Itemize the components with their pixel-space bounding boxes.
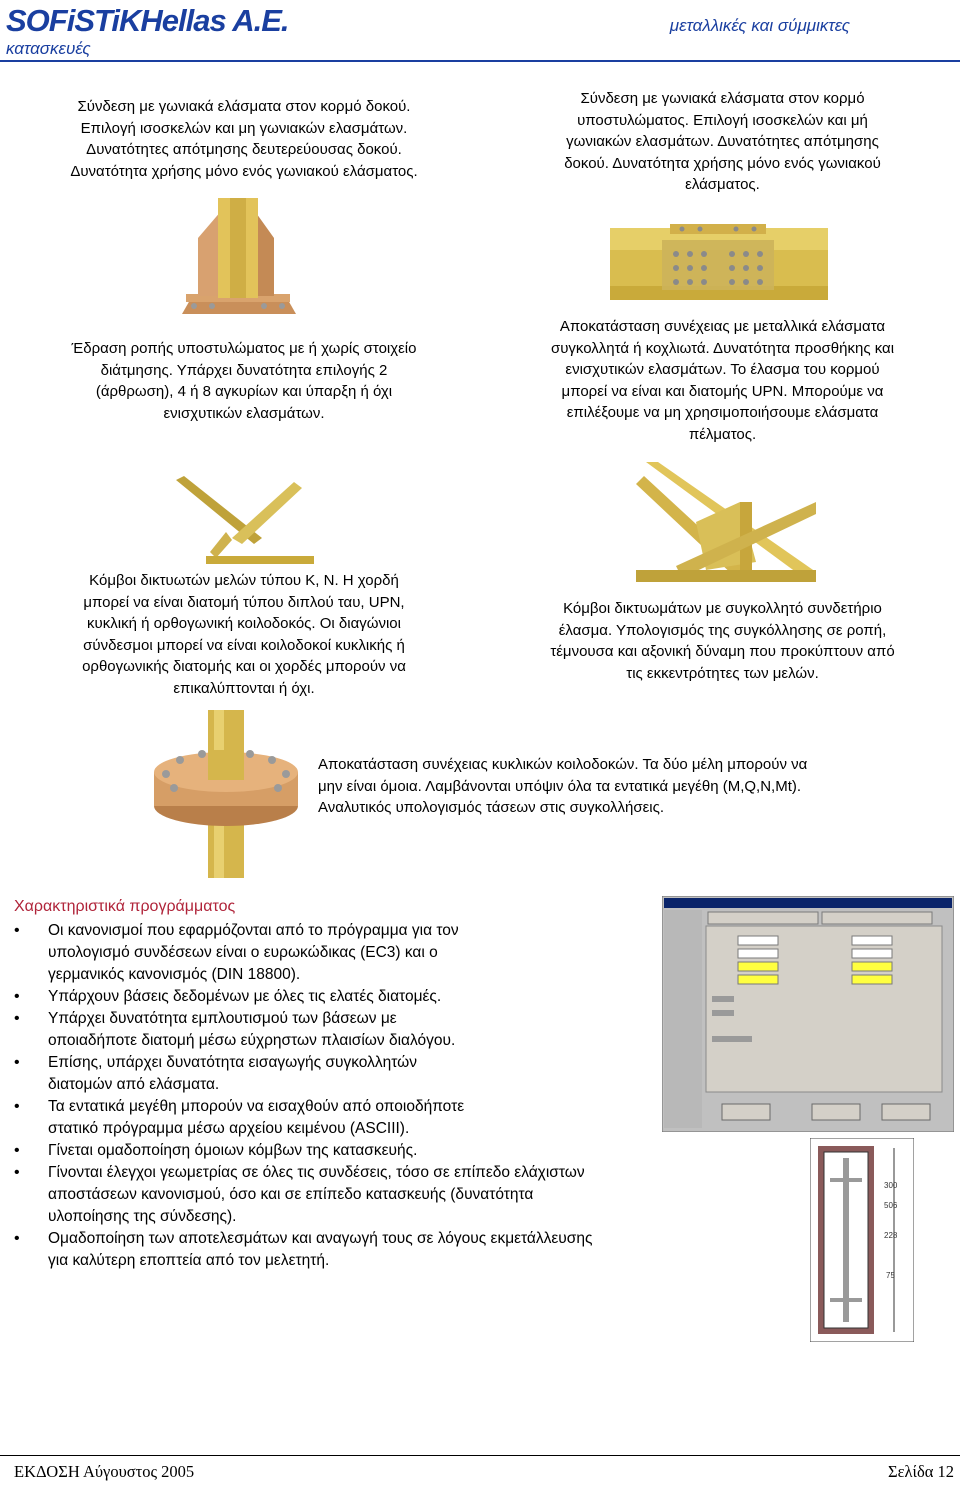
text-block-7: Αποκατάσταση συνέχειας κυκλικών κοιλοδοκών. Τα δύο μέλη μπορούν να μην είναι όμοια. Λαμβάνονται υπόψιν όλα τα εντατικά μεγέθη (M,Q,N,Mt). Αναλυτικός υπολογισμός τάσεων στις συγκολλήσεις. — [318, 756, 808, 816]
dimension-label: 75 — [886, 1271, 895, 1280]
feature-item: • Υπάρχουν βάσεις δεδομένων με όλες τις ελατές διατομές. — [14, 986, 592, 1008]
feature-item: • Επίσης, υπάρχει δυνατότητα εισαγωγής συγκολλητών διατομών από ελάσματα. — [14, 1052, 592, 1096]
truss-gusset-image — [636, 462, 816, 582]
feature-item: • Οι κανονισμοί που εφαρμόζονται από το πρόγραμμα για τον υπολογισμό συνδέσεων είναι ο ευρωκώδικας (EC3) και ο γερμανικός κανονισμός (DIN 18800). — [14, 920, 592, 986]
feature-item: • Υπάρχει δυνατότητα εμπλουτισμού των βάσεων με οποιαδήποτε διατομή μέσω εύχρηστων πλαισίων διαλόγου. — [14, 1008, 592, 1052]
header-rule — [0, 60, 960, 62]
header-left-caption: κατασκευές — [6, 39, 91, 58]
text-block-1: Σύνδεση με γωνιακά ελάσματα στον κορμό δοκού. Επιλογή ισοσκελών και μη γωνιακών ελασμάτων. Δυνατότητες απότμησης δευτερεύουσας δοκού. Δυνατότητα χρήσης μόνο ενός γωνιακού ελάσματος. — [70, 98, 418, 180]
sofistik-logo — [6, 4, 289, 38]
plate-detail-drawing — [810, 1138, 914, 1342]
feature-item: • Γίνεται ομαδοποίηση όμοιων κόμβων της κατασκευής. — [14, 1140, 592, 1162]
program-dialog-screenshot — [662, 896, 954, 1132]
tube-flange-image — [152, 710, 300, 878]
beam-splice-image — [610, 210, 828, 306]
truss-k-node-image — [176, 474, 314, 564]
features-list — [14, 920, 592, 1272]
feature-item: • Γίνονται έλεγχοι γεωμετρίας σε όλες τις συνδέσεις, τόσο σε επίπεδο ελάχιστων αποστάσεων κανονισμού, όσο και σε επίπεδο κατασκευής (δυνατότητα υλοποίησης της σύνδεσης). — [14, 1162, 592, 1228]
feature-item: • Ομαδοποίηση των αποτελεσμάτων και αναγωγή τους σε λόγους εκμετάλλευσης για καλύτερη εποπτεία από τον μελετητή. — [14, 1228, 592, 1272]
logo-sub: Hellas A.E. — [140, 3, 289, 38]
footer-rule — [0, 1455, 960, 1456]
dimension-label: 228 — [884, 1231, 898, 1240]
text-block-5: Κόμβοι δικτυωτών μελών τύπου K, N. Η χορδή μπορεί να είναι διατομή τύπου διπλού ταυ, UPN, κυκλική ή ορθογωνική κοιλοδοκός. Οι διαγώνιοι σύνδεσμοι μπορεί να είναι κοιλοδοκοί κυκλικής ή ορθογωνικής διατομής και οι χορδές μπορούν να επικαλύπτονται ή όχι. — [82, 572, 406, 697]
text-block-3: Έδραση ροπής υποστυλώματος με ή χωρίς στοιχείο διάτμησης. Υπάρχει δυνατότητα επιλογής 2 (άρθρωση), 4 ή 8 αγκυρίων και ύπαρξη ή όχι ενισχυτικών ελασμάτων. — [71, 340, 417, 422]
text-block-2: Σύνδεση με γωνιακά ελάσματα στον κορμό υποστυλώματος. Επιλογή ισοσκελών και μή γωνιακών ελασμάτων. Δυνατότητες απότμησης δοκού. Δυνατότητα χρήσης μόνο ενός γωνιακού ελάσματος. — [564, 90, 881, 193]
column-base-image — [178, 198, 298, 318]
dimension-label: 506 — [884, 1201, 898, 1210]
dimension-label: 300 — [884, 1181, 898, 1190]
text-block-4: Αποκατάσταση συνέχειας με μεταλλικά ελάσματα συγκολλητά ή κοχλιωτά. Δυνατότητα προσθήκης και ενισχυτικών ελασμάτων. Το έλασμα του κορμού μπορεί να είναι και διατομής UPN. Μπορούμε να επιλέξουμε να μη χρησιμοποιήσουμε ελάσματα πέλματος. — [550, 318, 895, 443]
feature-item: • Τα εντατικά μεγέθη μπορούν να εισαχθούν από οποιοδήποτε στατικό πρόγραμμα μέσω αρχείου κειμένου (ASCIII). — [14, 1096, 592, 1140]
footer-page-number: Σελίδα 12 — [887, 1462, 954, 1481]
header-right-caption: μεταλλικές και σύμμικτες — [669, 16, 850, 35]
logo-main: SOFiSTiK — [6, 3, 141, 38]
features-title: Χαρακτηριστικά προγράμματος — [14, 898, 236, 915]
footer-edition: ΕΚΔΟΣΗ Αύγουστος 2005 — [14, 1462, 195, 1481]
text-block-6: Κόμβοι δικτυωμάτων με συγκολλητό συνδετήριο έλασμα. Υπολογισμός της συγκόλλησης σε ροπή, τέμνουσα και αξονική δύναμη που προκύπτουν από τις εκκεντρότητες των μελών. — [550, 600, 895, 682]
